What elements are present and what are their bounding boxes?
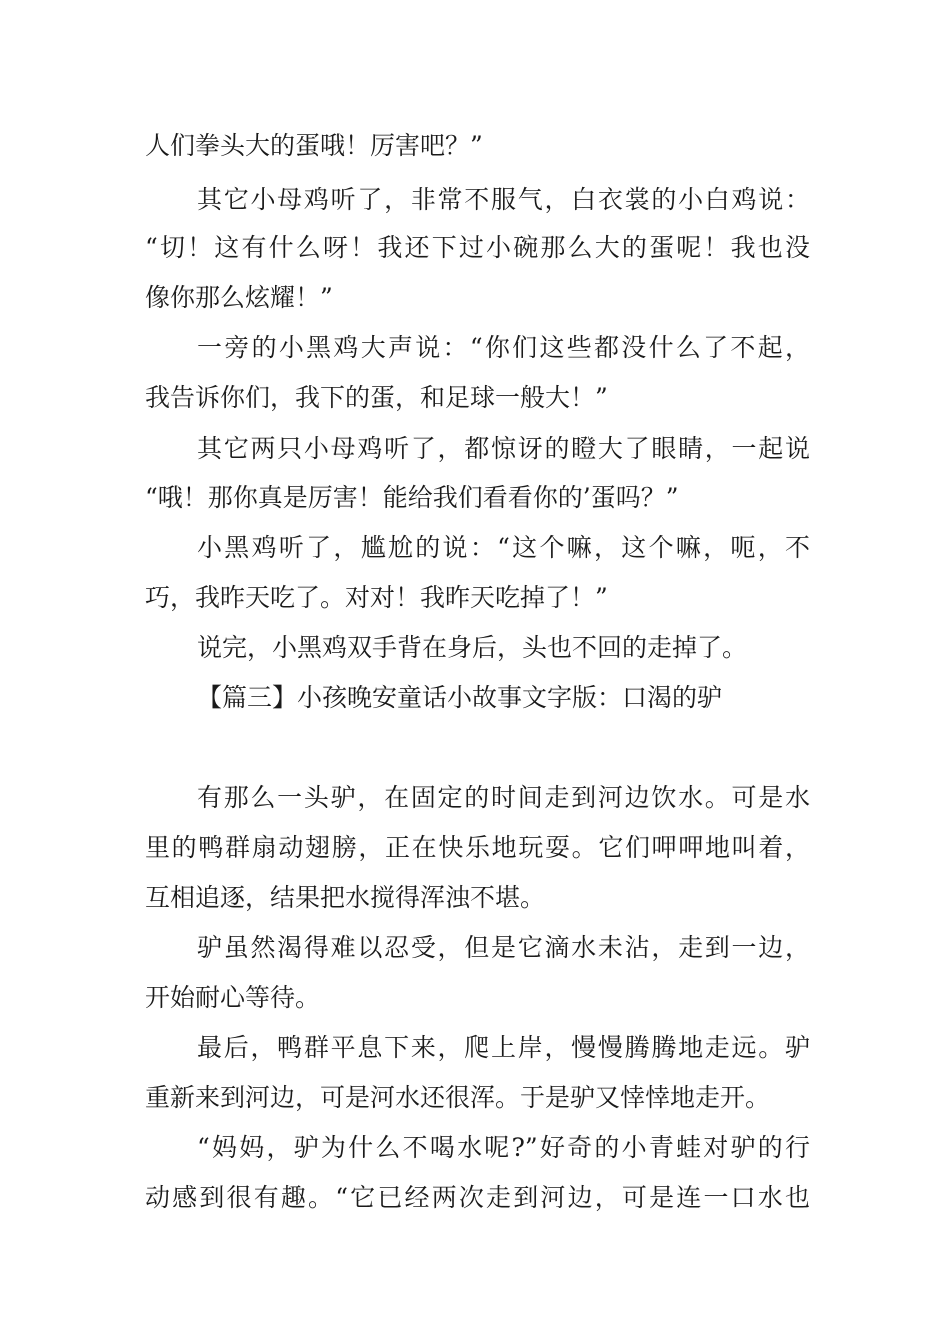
paragraph-first-line: “妈妈，驴为什么不喝水呢?”好奇的小青蛙对驴的行 <box>197 1133 810 1162</box>
text-line: “切！这有什么呀！我还下过小碗那么大的蛋呢！我也没 <box>145 233 810 262</box>
paragraph-first-line: 说完，小黑鸡双手背在身后，头也不回的走掉了。 <box>197 633 748 662</box>
paragraph-first-line: 小黑鸡听了，尴尬的说：“这个嘛，这个嘛，呃，不 <box>197 533 810 562</box>
section-heading: 【篇三】小孩晚安童话小故事文字版：口渴的驴 <box>197 683 723 712</box>
text-line: 互相追逐，结果把水搅得浑浊不堪。 <box>145 883 546 912</box>
text-line: 人们拳头大的蛋哦！厉害吧？” <box>145 131 483 160</box>
text-line: 动感到很有趣。“它已经两次走到河边，可是连一口水也 <box>145 1183 810 1212</box>
paragraph-first-line: 一旁的小黑鸡大声说：“你们这些都没什么了不起， <box>197 333 810 362</box>
paragraph-first-line: 最后，鸭群平息下来，爬上岸，慢慢腾腾地走远。驴 <box>197 1033 810 1062</box>
paragraph-first-line: 其它两只小母鸡听了，都惊讶的瞪大了眼睛，一起说 <box>197 434 810 463</box>
paragraph-first-line: 有那么一头驴，在固定的时间走到河边饮水。可是水 <box>197 783 810 812</box>
text-line: 我告诉你们，我下的蛋，和足球一般大！” <box>145 383 608 412</box>
text-line: 像你那么炫耀！” <box>145 283 333 312</box>
paragraph-first-line: 其它小母鸡听了，非常不服气，白衣裳的小白鸡说： <box>197 185 810 214</box>
text-line: 巧，我昨天吃了。对对！我昨天吃掉了！” <box>145 583 608 612</box>
text-line: “哦！那你真是厉害！能给我们看看你的’蛋吗？” <box>145 483 679 512</box>
text-line: 重新来到河边，可是河水还很浑。于是驴又悻悻地走开。 <box>145 1083 771 1112</box>
text-line: 里的鸭群扇动翅膀，正在快乐地玩耍。它们呷呷地叫着， <box>145 833 810 862</box>
paragraph-first-line: 驴虽然渴得难以忍受，但是它滴水未沾，走到一边， <box>197 933 810 962</box>
text-line: 开始耐心等待。 <box>145 983 321 1012</box>
